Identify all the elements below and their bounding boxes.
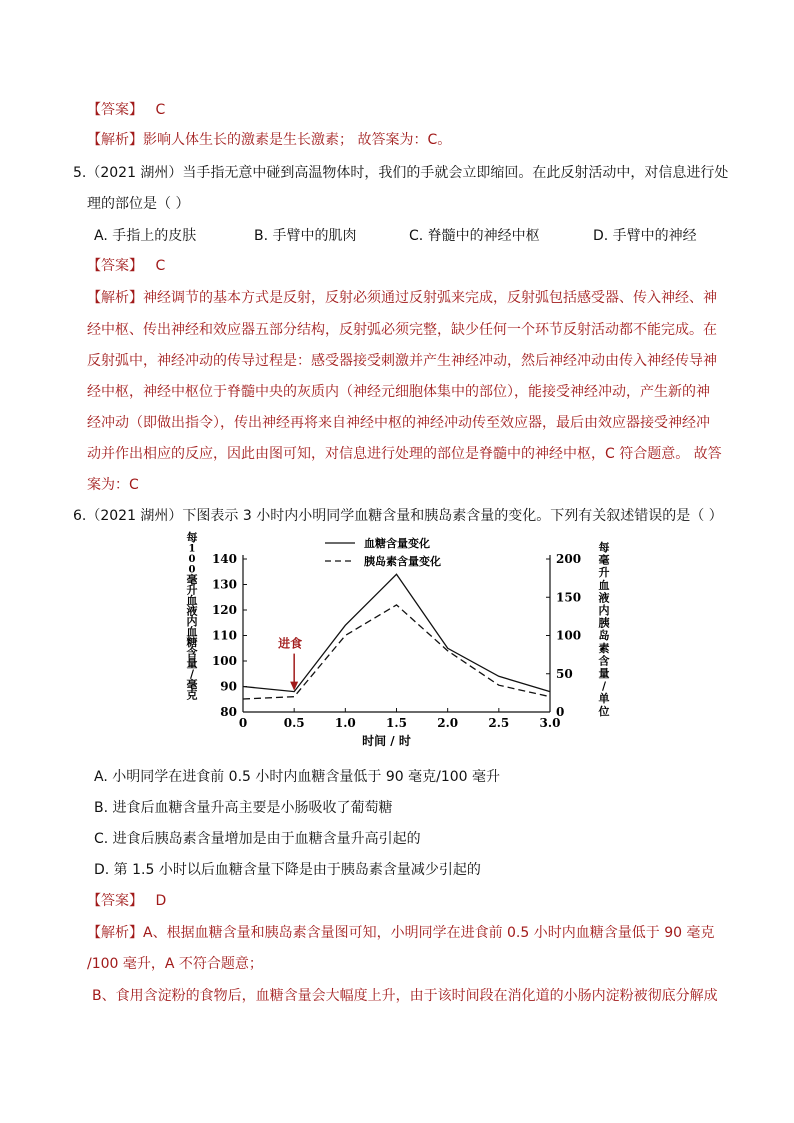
analysis-tag: 【解析】 <box>87 132 143 148</box>
y-left-axis-label-char: 内 <box>186 615 198 628</box>
y-left-axis-label-char: 升 <box>186 583 198 597</box>
q5-analysis-line-6: 动并作出相应的反应，因此由图可知，对信息进行处理的部位是脊髓中的神经中枢，C 符合题意。 故答 <box>87 446 722 462</box>
q5-analysis-line-4: 经中枢，神经中枢位于脊髓中央的灰质内（神经元细胞体集中的部位），能接受神经冲动，产生新的神 <box>87 384 710 400</box>
analysis-text: 影响人体生长的激素是生长激素； 故答案为：C。 <box>143 132 452 148</box>
y-left-axis-label-char: 0 <box>188 564 196 576</box>
legend-label: 胰岛素含量变化 <box>364 555 441 568</box>
y-right-tick-label: 150 <box>556 590 582 605</box>
x-tick-label: 3.0 <box>539 716 561 730</box>
y-left-axis-label-char: 糖 <box>186 636 198 649</box>
y-left-tick-label: 140 <box>211 552 237 566</box>
x-axis-label: 时间 / 时 <box>362 734 411 748</box>
q4-answer <box>87 100 165 120</box>
y-left-axis-label-char: 血 <box>186 625 198 639</box>
annotation-label: 进食 <box>278 636 303 651</box>
x-tick-label: 0.5 <box>283 716 305 730</box>
q5-stem-line1: 5.（2021 湖州）当手指无意中碰到高温物体时，我们的手就会立即缩回。在此反射活动中，对信息进行处 <box>73 165 729 181</box>
y-right-axis-label-char: 升 <box>598 566 610 580</box>
y-left-axis-label-char: 每 <box>186 531 198 544</box>
y-right-axis-label-char: 量 <box>598 667 610 680</box>
q6-analysis-line-1 <box>87 923 714 943</box>
annotation-arrow-head <box>290 682 298 691</box>
q6-option-d: D. 第 1.5 小时以后血糖含量下降是由于胰岛素含量减少引起的 <box>94 862 481 878</box>
answer-tag: 【答案】 <box>87 893 143 909</box>
x-tick-label: 2.0 <box>437 716 459 730</box>
q5-option-b: B. 手臂中的肌肉 <box>254 228 357 244</box>
y-left-axis-label <box>187 530 198 702</box>
y-left-axis-label-char: 液 <box>186 604 198 618</box>
y-left-axis-label-char: 0 <box>188 554 196 565</box>
q4-analysis <box>87 130 451 150</box>
y-left-axis-label-char: 血 <box>186 594 198 607</box>
y-right-axis-label-char: 毫 <box>598 553 610 567</box>
answer-value: C <box>155 258 166 274</box>
q6-analysis-line-2: /100 毫升，A 不符合题意； <box>87 956 263 972</box>
legend-label: 血糖含量变化 <box>364 537 430 550</box>
y-left-axis-label-char: 毫 <box>186 573 198 586</box>
y-right-axis-label-char: 单 <box>598 692 610 706</box>
y-right-axis-label-char: / <box>601 679 607 693</box>
y-left-tick-label: 80 <box>220 705 237 719</box>
y-right-axis-label-char: 每 <box>598 541 610 554</box>
x-tick-label: 2.5 <box>488 716 510 730</box>
answer-value: D <box>155 893 167 909</box>
q6-option-c: C. 进食后胰岛素含量增加是由于血糖含量升高引起的 <box>94 831 421 847</box>
y-left-tick-label: 110 <box>211 628 237 643</box>
answer-tag: 【答案】 <box>87 258 143 274</box>
answer-value: C <box>155 102 166 118</box>
q5-option-a: A. 手指上的皮肤 <box>94 228 197 244</box>
y-right-axis-label-char: 素 <box>598 641 610 655</box>
insulin-series-line <box>243 605 550 699</box>
y-left-axis-label-char: 克 <box>186 688 198 702</box>
chart-axes <box>243 555 550 712</box>
y-right-axis-label-char: 岛 <box>598 629 610 643</box>
y-right-axis-label-char: 液 <box>598 591 610 605</box>
y-left-tick-label: 130 <box>211 577 237 592</box>
q5-analysis-line-2: 经中枢、传出神经和效应器五部分结构，反射弧必须完整，缺少任何一个环节反射活动都不能完成。在 <box>87 322 717 338</box>
q6-stem: 6.（2021 湖州）下图表示 3 小时内小明同学血糖含量和胰岛素含量的变化。下列有关叙述错误的是（ ） <box>73 508 723 524</box>
chart-legend <box>325 536 441 568</box>
x-tick-label: 1.0 <box>334 716 356 730</box>
y-right-axis-label-char: 内 <box>598 604 610 617</box>
q5-answer <box>87 256 165 276</box>
y-right-tick-label: 100 <box>556 628 582 643</box>
y-right-axis-label-char: 含 <box>598 654 610 668</box>
q6-option-b: B. 进食后血糖含量升高主要是小肠吸收了葡萄糖 <box>94 800 393 816</box>
analysis-text: 神经调节的基本方式是反射，反射必须通过反射弧来完成，反射弧包括感受器、传入神经、神 <box>143 290 717 306</box>
blood-sugar-insulin-chart <box>180 527 620 755</box>
q6-analysis-line-3: B、食用含淀粉的食物后，血糖含量会大幅度上升，由于该时间段在消化道的小肠内淀粉被彻底分解成 <box>92 988 718 1004</box>
q5-option-c: C. 脊髓中的神经中枢 <box>409 228 540 244</box>
analysis-text: A、根据血糖含量和胰岛素含量图可知，小明同学在进食前 0.5 小时内血糖含量低于 90 毫克 <box>143 925 715 941</box>
q5-stem-line2: 理的部位是（ ） <box>87 196 190 212</box>
y-right-tick-label: 0 <box>556 705 565 719</box>
y-left-axis-label-char: 毫 <box>186 678 198 691</box>
answer-tag: 【答案】 <box>87 102 143 118</box>
y-left-axis-title <box>187 530 198 702</box>
y-right-axis-title <box>598 540 611 718</box>
y-right-axis-label <box>598 540 611 718</box>
y-right-axis-label-char: 位 <box>598 704 610 718</box>
chart-annotation <box>277 636 302 691</box>
y-left-axis-label-char: / <box>189 667 195 681</box>
q5-option-d: D. 手臂中的神经 <box>593 228 697 244</box>
y-left-tick-label: 90 <box>220 679 237 694</box>
q5-analysis-line-1 <box>87 288 717 308</box>
blood-sugar-series-line <box>243 574 550 691</box>
analysis-tag: 【解析】 <box>87 925 143 941</box>
q5-analysis-line-3: 反射弧中，神经冲动的传导过程是：感受器接受刺激并产生神经冲动，然后神经冲动由传入神经传导神 <box>87 353 717 369</box>
chart-ticks <box>212 552 581 748</box>
y-left-axis-label-char: 量 <box>186 657 198 670</box>
y-right-tick-label: 200 <box>556 552 582 566</box>
y-left-tick-label: 100 <box>211 654 237 668</box>
y-left-tick-label: 120 <box>211 603 237 617</box>
q6-answer <box>87 891 166 911</box>
x-tick-label: 0 <box>238 716 248 730</box>
y-right-axis-label-char: 血 <box>598 578 610 592</box>
x-tick-label: 1.5 <box>386 716 407 730</box>
y-left-axis-label-char: 含 <box>186 646 198 660</box>
q6-option-a: A. 小明同学在进食前 0.5 小时内血糖含量低于 90 毫克/100 毫升 <box>94 769 500 785</box>
y-right-tick-label: 50 <box>556 666 573 681</box>
y-right-axis-label-char: 胰 <box>598 616 610 630</box>
q5-analysis-line-7: 案为：C <box>87 477 139 493</box>
q5-analysis-line-5: 经冲动（即做出指令），传出神经再将来自神经中枢的神经冲动传至效应器，最后由效应器接受神经冲 <box>87 415 710 431</box>
analysis-tag: 【解析】 <box>87 290 143 306</box>
y-left-axis-label-char: 1 <box>188 543 196 555</box>
